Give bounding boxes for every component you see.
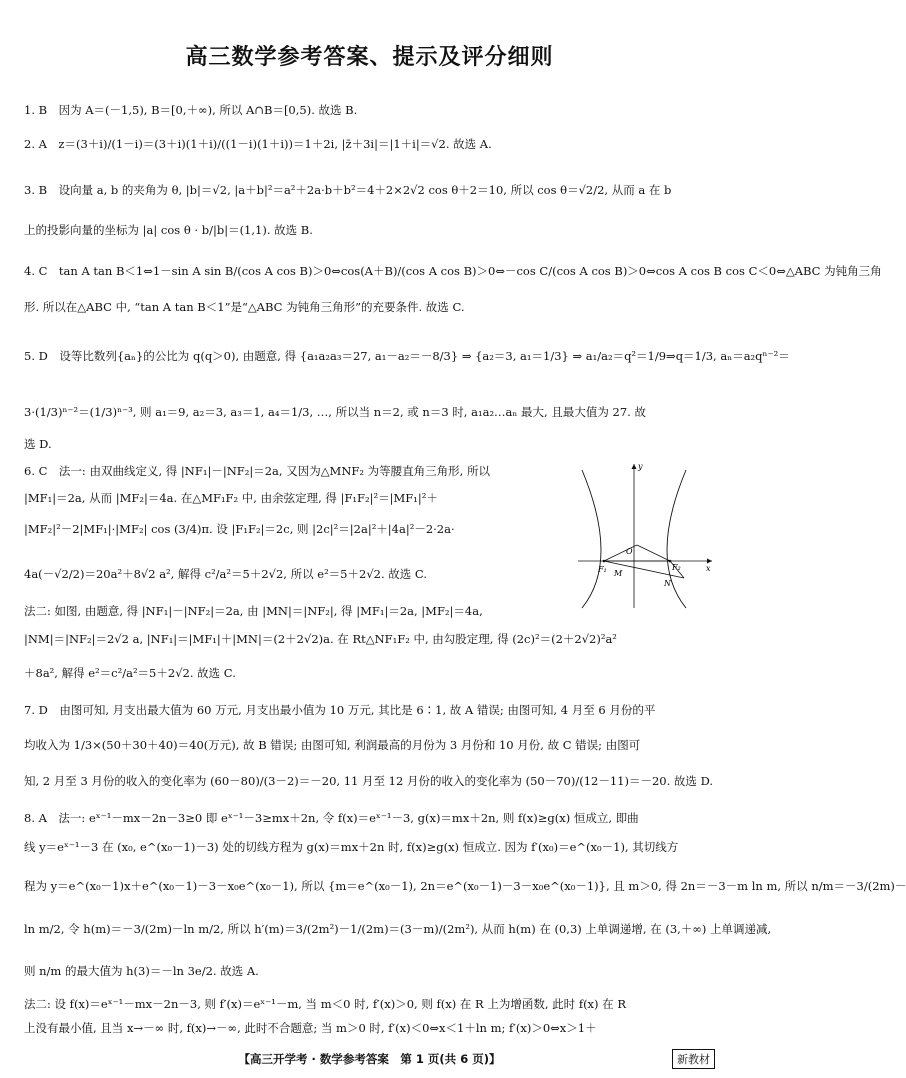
answer-line-7: 5. D 设等比数列{aₙ}的公比为 q(q＞0), 由题意, 得 {a₁a₂a₃＝27, a₁－a₂＝－8/3} ⇒ {a₂＝3, a₁＝1/3} ⇒ a₁/a₂＝q²＝1/9⇒q＝1/3, aₙ＝a₂qⁿ⁻²＝: [24, 349, 790, 363]
point-f2: [669, 560, 672, 563]
answer-line-23: ln m/2, 令 h(m)＝－3/(2m)－ln m/2, 所以 h′(m)＝3/(2m²)－1/(2m)＝(3－m)/(2m²), 从而 h(m) 在 (0,3) 上单调递增, 在 (3,＋∞) 上单调递减,: [24, 922, 772, 936]
f1-label: F₁: [598, 565, 607, 574]
answer-line-24: 则 n/m 的最大值为 h(3)＝－ln 3e/2. 故选 A.: [24, 964, 259, 978]
left-branch: [582, 470, 601, 608]
answer-line-13: 4a(－√2/2)＝20a²＋8√2 a², 解得 c²/a²＝5＋2√2, 所以 e²＝5＋2√2. 故选 C.: [24, 567, 427, 581]
n-label: N: [664, 579, 671, 588]
answer-line-26: 上没有最小值, 且当 x→－∞ 时, f(x)→－∞, 此时不合题意; 当 m＞0 时, f′(x)＜0⇔x＜1＋ln m; f′(x)＞0⇔x＞1＋: [24, 1021, 597, 1035]
answer-line-1: 1. B 因为 A＝(－1,5), B＝[0,＋∞), 所以 A∩B＝[0,5). 故选 B.: [24, 103, 358, 117]
x-axis-arrow: [707, 559, 712, 564]
answer-line-12: |MF₂|²－2|MF₁|·|MF₂| cos (3/4)π. 设 |F₁F₂|＝2c, 则 |2c|²＝|2a|²＋|4a|²－2·2a·: [24, 522, 455, 536]
answer-line-4: 上的投影向量的坐标为 |a| cos θ · b/|b|＝(1,1). 故选 B.: [24, 223, 313, 237]
answer-line-15: |NM|＝|NF₂|＝2√2 a, |NF₁|＝|MF₁|＋|MN|＝(2＋2√2)a. 在 Rt△NF₁F₂ 中, 由勾股定理, 得 (2c)²＝(2＋2√2)²a²: [24, 632, 617, 646]
segment-m-f2: [637, 545, 670, 561]
answer-line-19: 知, 2 月至 3 月份的收入的变化率为 (60－80)/(3－2)＝－20, 11 月至 12 月份的收入的变化率为 (50－70)/(12－11)＝－20. 故选 D.: [24, 774, 714, 788]
hyperbola-figure: [576, 458, 716, 613]
origin-label: O: [626, 547, 633, 556]
x-axis-label: x: [706, 564, 711, 573]
answer-line-8: 3·(1/3)ⁿ⁻²＝(1/3)ⁿ⁻³, 则 a₁＝9, a₂＝3, a₃＝1, a₄＝1/3, …, 所以当 n＝2, 或 n＝3 时, a₁a₂…aₙ 最大, 且最大值为 27. 故: [24, 405, 646, 419]
f2-label: F₂: [672, 563, 681, 572]
y-axis-label: y: [638, 462, 643, 471]
answer-line-10: 6. C 法一: 由双曲线定义, 得 |NF₁|－|NF₂|＝2a, 又因为△MNF₂ 为等腰直角三角形, 所以: [24, 464, 490, 478]
answer-line-2: 2. A z＝(3＋i)/(1－i)＝(3＋i)(1＋i)/((1－i)(1＋i))＝1＋2i, |z̄＋3i|＝|1＋i|＝√2. 故选 A.: [24, 137, 492, 151]
y-axis-arrow: [632, 464, 637, 469]
answer-line-6: 形. 所以在△ABC 中, “tan A tan B＜1”是“△ABC 为钝角三角形”的充要条件. 故选 C.: [24, 300, 465, 314]
answer-line-18: 均收入为 1/3×(50＋30＋40)＝40(万元), 故 B 错误; 由图可知, 利润最高的月份为 3 月份和 10 月份, 故 C 错误; 由图可: [24, 738, 641, 752]
answer-line-21: 线 y＝eˣ⁻¹－3 在 (x₀, e^(x₀－1)－3) 处的切线方程为 g(x)＝mx＋2n 时, f(x)≥g(x) 恒成立. 因为 f′(x₀)＝e^(x₀－1), 其切线方: [24, 840, 679, 854]
page-title: 高三数学参考答案、提示及评分细则: [185, 45, 554, 70]
answer-line-5: 4. C tan A tan B＜1⇔1－sin A sin B/(cos A cos B)＞0⇔cos(A＋B)/(cos A cos B)＞0⇔－cos C/(cos A cos B)＞0⇔cos A cos B cos C＜0⇔△ABC 为钝角三角: [24, 264, 882, 278]
answer-line-11: |MF₁|＝2a, 从而 |MF₂|＝4a. 在△MF₁F₂ 中, 由余弦定理, 得 |F₁F₂|²＝|MF₁|²＋: [24, 491, 438, 505]
answer-line-14: 法二: 如图, 由题意, 得 |NF₁|－|NF₂|＝2a, 由 |MN|＝|NF₂|, 得 |MF₁|＝2a, |MF₂|＝4a,: [24, 604, 483, 618]
answer-line-25: 法二: 设 f(x)＝eˣ⁻¹－mx－2n－3, 则 f′(x)＝eˣ⁻¹－m, 当 m＜0 时, f′(x)＞0, 则 f(x) 在 R 上为增函数, 此时 f(x) 在 R: [24, 997, 627, 1011]
point-f1: [603, 560, 606, 563]
answer-line-22: 程为 y＝e^(x₀－1)x＋e^(x₀－1)－3－x₀e^(x₀－1), 所以 {m＝e^(x₀－1), 2n＝e^(x₀－1)－3－x₀e^(x₀－1)}, 且 m＞0, 得 2n＝－3－m ln m, 所以 n/m＝－3/(2m)－: [24, 879, 906, 893]
answer-line-17: 7. D 由图可知, 月支出最大值为 60 万元, 月支出最小值为 10 万元, 其比是 6∶1, 故 A 错误; 由图可知, 4 月至 6 月份的平: [24, 703, 656, 717]
m-label: M: [614, 569, 623, 578]
answer-line-9: 选 D.: [24, 437, 52, 451]
page-footer: 【高三开学考 · 数学参考答案 第 1 页(共 6 页)】: [238, 1052, 501, 1066]
answer-line-3: 3. B 设向量 a, b 的夹角为 θ, |b|＝√2, |a＋b|²＝a²＋2a·b＋b²＝4＋2×2√2 cos θ＋2＝10, 所以 cos θ＝√2/2, 从而 a 在 b: [24, 183, 672, 197]
answer-line-20: 8. A 法一: eˣ⁻¹－mx－2n－3≥0 即 eˣ⁻¹－3≥mx＋2n, 令 f(x)＝eˣ⁻¹－3, g(x)＝mx＋2n, 则 f(x)≥g(x) 恒成立, 即曲: [24, 811, 639, 825]
answer-line-16: ＋8a², 解得 e²＝c²/a²＝5＋2√2. 故选 C.: [24, 666, 236, 680]
edition-badge: 新教材: [672, 1049, 715, 1069]
